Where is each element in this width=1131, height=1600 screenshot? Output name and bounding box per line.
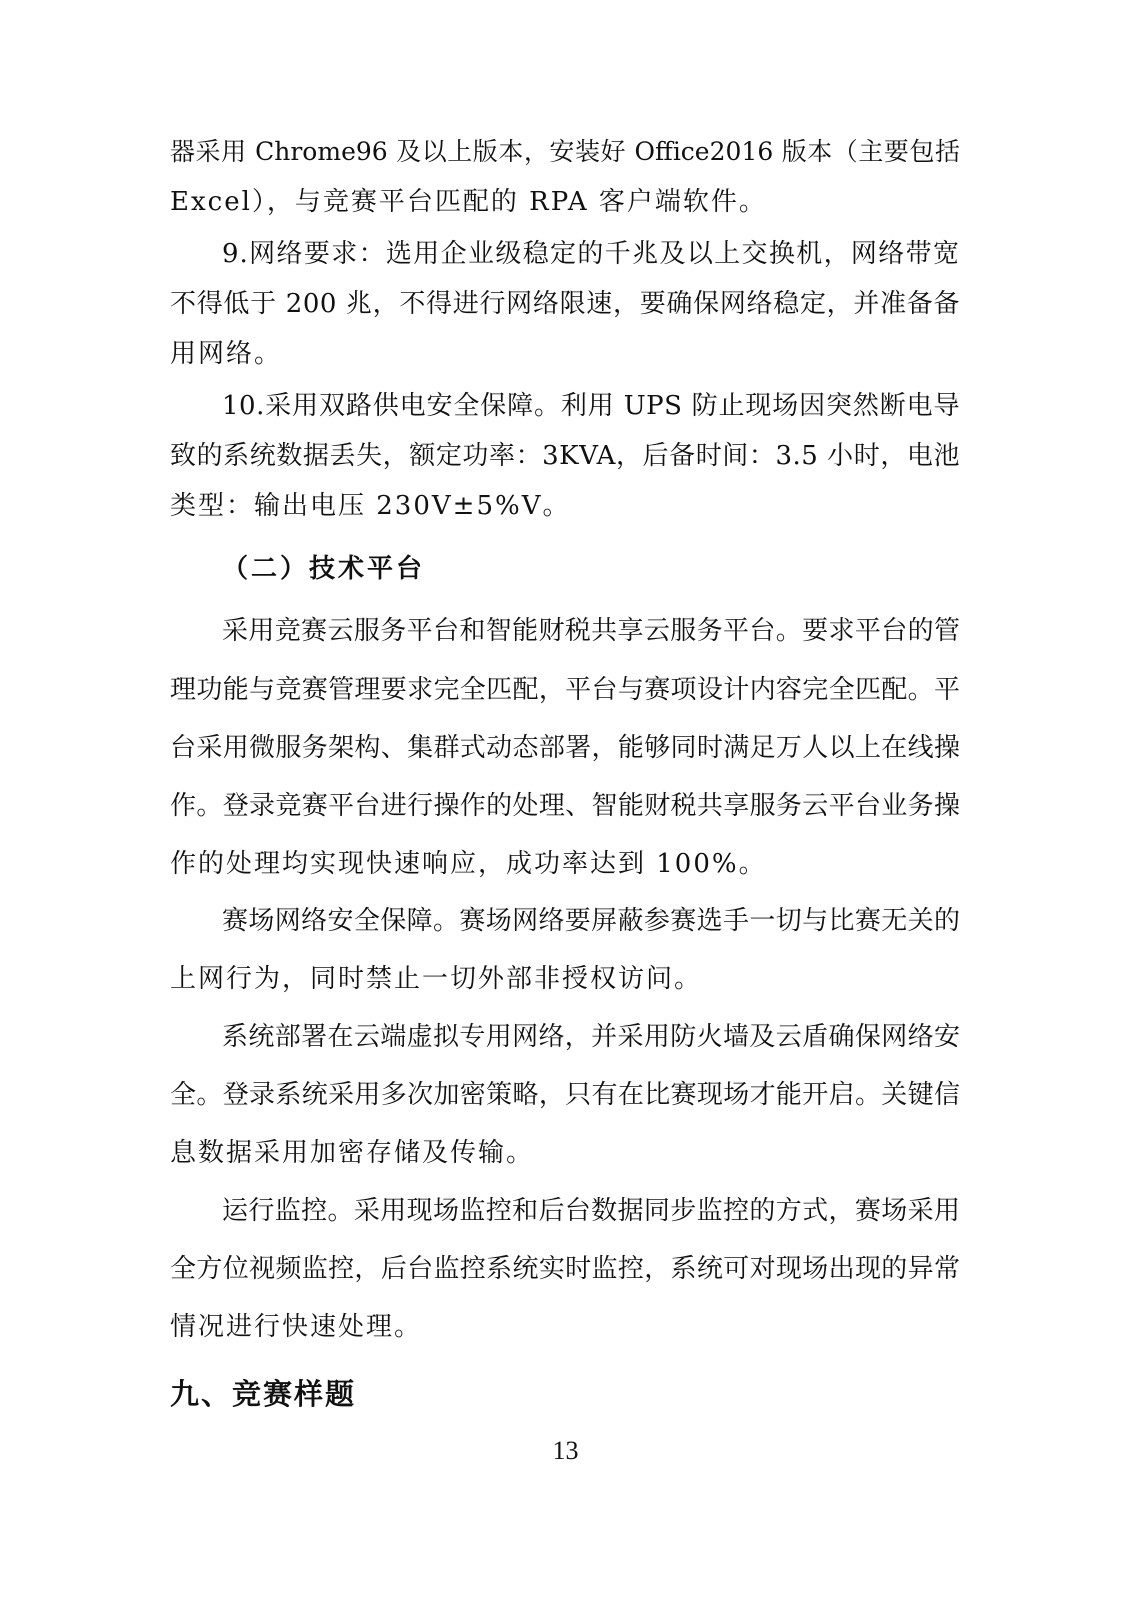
body-line: 上网行为，同时禁止一切外部非授权访问。 — [170, 964, 703, 994]
body-line: 情况进行快速处理。 — [170, 1312, 423, 1342]
body-line: 全方位视频监控，后台监控系统实时监控，系统可对现场出现的异常 — [170, 1254, 960, 1284]
body-line: 10.采用双路供电安全保障。利用 UPS 防止现场因突然断电导 — [222, 391, 960, 421]
body-line: 赛场网络安全保障。赛场网络要屏蔽参赛选手一切与比赛无关的 — [222, 906, 960, 936]
body-line: 用网络。 — [170, 339, 283, 369]
body-line: 作。登录竞赛平台进行操作的处理、智能财税共享服务云平台业务操 — [170, 791, 960, 821]
body-line: 台采用微服务架构、集群式动态部署，能够同时满足万人以上在线操 — [170, 733, 960, 763]
body-line: 9.网络要求：选用企业级稳定的千兆及以上交换机，网络带宽 — [222, 239, 960, 269]
body-line: 致的系统数据丢失，额定功率：3KVA，后备时间：3.5 小时，电池 — [170, 441, 960, 471]
body-line: Excel），与竞赛平台匹配的 RPA 客户端软件。 — [170, 187, 767, 217]
body-line: 不得低于 200 兆，不得进行网络限速，要确保网络稳定，并准备备 — [170, 289, 960, 319]
subsection-heading: （二）技术平台 — [222, 554, 426, 584]
section-heading: 九、竞赛样题 — [170, 1377, 357, 1411]
body-line: 采用竞赛云服务平台和智能财税共享云服务平台。要求平台的管 — [222, 616, 960, 646]
body-line: 作的处理均实现快速响应，成功率达到 100%。 — [170, 849, 767, 879]
body-line: 全。登录系统采用多次加密策略，只有在比赛现场才能开启。关键信 — [170, 1080, 960, 1110]
body-line: 类型：输出电压 230V±5%V。 — [170, 491, 571, 521]
body-line: 系统部署在云端虚拟专用网络，并采用防火墙及云盾确保网络安 — [222, 1022, 960, 1052]
body-line: 器采用 Chrome96 及以上版本，安装好 Office2016 版本（主要包括 — [170, 137, 960, 166]
body-line: 运行监控。采用现场监控和后台数据同步监控的方式，赛场采用 — [222, 1196, 960, 1226]
body-line: 理功能与竞赛管理要求完全匹配，平台与赛项设计内容完全匹配。平 — [170, 675, 960, 705]
page-number: 13 — [552, 1436, 579, 1465]
body-line: 息数据采用加密存储及传输。 — [170, 1138, 535, 1168]
